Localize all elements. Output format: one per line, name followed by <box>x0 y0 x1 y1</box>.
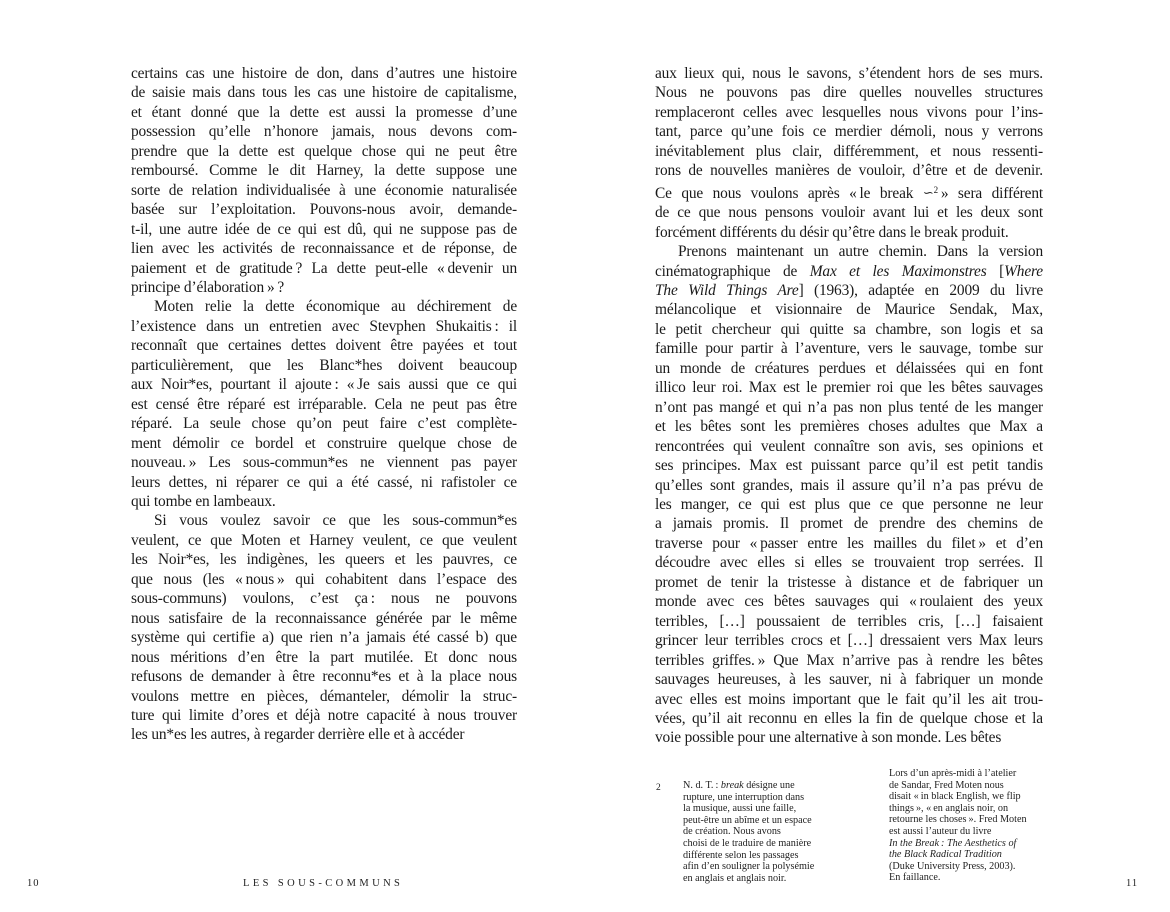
footnote-line: Lors d’un après-midi à l’atelier <box>889 768 1017 779</box>
footnote-line <box>889 849 1059 861</box>
footnote-line: peut-être un abîme et un espace <box>683 814 812 826</box>
text-line: particulièrement, que les Blanc*hes doivent beaucoup <box>131 356 517 374</box>
footnote-line: de Sandar, Fred Moten nous <box>889 779 1004 791</box>
text-line <box>655 262 1043 281</box>
text-line: sorte de relation individualisée à une économie naturalisée <box>131 181 517 199</box>
text-line: n’ont pas mangé et qui n’a pas non plus tenté de les manger <box>655 398 1043 416</box>
text-run: » sera différent <box>937 184 1043 202</box>
text-line: Si vous voulez savoir ce que les sous-commun*es <box>154 512 517 530</box>
text-line: rencontrées qui veulent connaître son avis, ses opinions et <box>655 437 1043 455</box>
text-line: terribles, […] poussaient de terribles cris, […] faisaient <box>655 612 1043 630</box>
text-line: Nous ne pouvons pas dire quelles nouvelles structures <box>655 84 1043 102</box>
text-line: leurs dettes, ni réparer ce qui a été cassé, ni rafistoler ce <box>131 473 517 491</box>
text-line: découdre avec elles si elles se trouvaient trop serrées. Il <box>655 554 1043 572</box>
text-line: le petit chercheur qui quitte sa chambre, son logis et sa <box>655 320 1043 338</box>
text-line: avec elles est moins important que le fait qu’il les ait trou- <box>655 690 1043 708</box>
text-line: famille pour partir à l’aventure, vers le sauvage, tombe sur <box>655 340 1043 358</box>
text-line: et les bêtes sont les premières choses adultes que Max a <box>655 418 1043 436</box>
footnote-line: choisi de le traduire de manière <box>683 837 812 849</box>
text-line: nouveau. » Les sous-commun*es ne viennent pas payer <box>131 454 517 472</box>
right-page <box>585 0 1170 912</box>
text-run: désigne une <box>743 780 795 791</box>
footnote-line: retourne les choses ». Fred Moten <box>889 814 1027 826</box>
text-line: remboursé. Comme le dit Harney, la dette suppose une <box>131 162 517 180</box>
footnote-line: disait « in black English, we flip <box>889 791 1021 803</box>
text-line: est censé être réparé est irréparable. Cela ne peut pas être <box>131 395 517 413</box>
break-symbol-icon: ∽ <box>922 184 934 200</box>
text-line: de ce que nous pensons vouloir avant lui et les deux sont <box>655 204 1043 222</box>
text-line <box>655 281 1043 300</box>
text-line: t-il, une autre idée de ce qui est dû, qui ne suppose pas de <box>131 220 517 238</box>
text-run: ] (1963), adaptée en 2009 du livre <box>798 281 1043 299</box>
text-line: qui tombe en lambeaux. <box>131 492 276 510</box>
text-line: les Noir*es, les indigènes, les queers et les pauvres, ce <box>131 551 517 569</box>
italic-text: break <box>720 780 744 791</box>
right-page-body-text <box>655 64 1043 748</box>
text-line: monde avec ces bêtes sauvages qui « roulaient des yeux <box>655 593 1043 611</box>
text-line: Prenons maintenant un autre chemin. Dans la version <box>678 243 1043 261</box>
text-line: voulons mettre en pièces, démanteler, démolir la struc- <box>131 687 517 705</box>
text-line: réparé. La seule chose qu’on peut faire c’est complète- <box>131 415 517 433</box>
text-run: [ <box>986 262 1005 280</box>
text-line <box>655 181 1043 203</box>
text-line: a jamais promis. Il promet de prendre des chemins de <box>655 515 1043 533</box>
footnote-line <box>683 780 853 792</box>
text-line: nous satisfaire de la reconnaissance générée par le même <box>131 609 517 627</box>
text-line: ses principes. Max est puissant parce qu’il est petit tandis <box>655 457 1043 475</box>
text-line: basée sur l’exploitation. Pouvons-nous avoir, demande- <box>131 201 517 219</box>
italic-text: The Wild Things Are <box>655 281 799 299</box>
text-line: vées, qu’il ait reconnu en elles la fin de quelque chose et la <box>655 709 1043 727</box>
page-number-left: 10 <box>27 878 40 889</box>
text-line: les un*es les autres, à regarder derrière elle et à accéder <box>131 726 465 744</box>
footnote-column-2 <box>889 768 1059 884</box>
text-line: tant, parce qu’une fois ce merdier démoli, nous y verrons <box>655 123 1043 141</box>
footnote-line: things », « en anglais noir, on <box>889 802 1009 814</box>
footnote-reference: 2 <box>933 184 938 195</box>
text-line: promet de tenir la tristesse à distance et de fabriquer un <box>655 573 1043 591</box>
text-line: reconnaît que certaines dettes doivent être payées et tout <box>131 337 517 355</box>
text-line: prendre que la dette est quelque chose qui ne peut être <box>131 142 517 160</box>
text-line: sous-communs) voulons, c’est ça : nous ne pouvons <box>131 590 517 608</box>
italic-text: the Black Radical Tradition <box>889 849 1002 861</box>
text-line: refusons de demander à être reconnu*es et à la place nous <box>131 668 517 686</box>
text-line: mélancolique et visionnaire de Maurice Sendak, Max, <box>655 301 1043 319</box>
text-line: Moten relie la dette économique au déchirement de <box>154 298 517 316</box>
text-line: certains cas une histoire de don, dans d’autres une histoire <box>131 65 517 82</box>
text-line: remplaceront celles avec lesquelles nous vivons pour l’ins- <box>655 103 1043 121</box>
text-line: de saisie mais dans tous les cas une histoire de capitalisme, <box>131 84 517 102</box>
footnote-line: En faillance. <box>889 872 941 884</box>
text-line: aux lieux qui, nous le savons, s’étendent hors de ses murs. <box>655 65 1043 82</box>
text-line: aux Noir*es, pourtant il ajoute : « Je sais aussi que ce qui <box>131 376 517 394</box>
footnote-line <box>889 838 1059 850</box>
text-line: nous méritions d’en être la part mutilée. Et donc nous <box>131 648 517 666</box>
footnote-column-1 <box>683 780 853 884</box>
text-line: rons de nouvelles manières de vouloir, d’être et de devenir. <box>655 162 1043 180</box>
footnote-line: afin d’en souligner la polysémie <box>683 861 815 873</box>
text-line: voie possible pour une alternative à son monde. Les bêtes <box>655 729 1002 747</box>
footnote-line: rupture, une interruption dans <box>683 791 805 803</box>
text-line: les manger, ce qui est plus que ce que personne ne leur <box>655 495 1043 513</box>
text-line: ture qui limite d’ores et déjà notre capacité à nous trouver <box>131 706 517 724</box>
text-line: sauvages heureuses, à les sauver, ni à fabriquer un monde <box>655 671 1043 689</box>
italic-text: Where <box>1004 262 1043 280</box>
text-line: système qui certifie a) que rien n’a jamais été cassé b) que <box>131 629 517 647</box>
text-line: principe d’élaboration » ? <box>131 278 285 296</box>
footnote-line: différente selon les passages <box>683 849 799 861</box>
text-line: et étant donné que la dette est aussi la promesse d’une <box>131 103 517 121</box>
text-line: traverse pour « passer entre les mailles du filet » et d’en <box>655 534 1043 552</box>
text-line: lien avec les activités de reconnaissance et de réponse, de <box>131 240 517 258</box>
text-line: l’existence dans un entretien avec Stevphen Shukaitis : il <box>131 317 517 335</box>
text-line: qu’elles sont grandes, mais il assure qu’il n’a pas prévu de <box>655 476 1043 494</box>
footnote-line: de création. Nous avons <box>683 826 781 838</box>
italic-text: In the Break : The Aesthetics of <box>889 837 1017 849</box>
text-run: Ce que nous voulons après « le break <box>655 184 923 202</box>
footnote-line: en anglais et anglais noir. <box>683 872 787 884</box>
footnote-number: 2 <box>656 783 661 793</box>
text-line: possession qu’elle n’honore jamais, nous devons com- <box>131 123 517 141</box>
left-page-body-text <box>131 64 517 745</box>
italic-text: Max et les Maximonstres <box>809 262 987 280</box>
text-line: paiement et de gratitude ? La dette peut-elle « devenir un <box>131 259 517 277</box>
footnote-line: (Duke University Press, 2003). <box>889 860 1016 872</box>
text-line: illico leur roi. Max est le premier roi que les bêtes sauvages <box>655 379 1043 397</box>
running-head: LES SOUS-COMMUNS <box>243 878 404 889</box>
text-line: terribles griffes. » Que Max n’arrive pas à rendre les bêtes <box>655 651 1043 669</box>
text-line: forcément différents du désir qu’être dans le break produit. <box>655 223 1009 241</box>
text-run: cinématographique de <box>655 262 810 280</box>
page-number-right: 11 <box>1126 878 1139 889</box>
text-line: un monde de créatures perdues et délaissées qui en font <box>655 359 1043 377</box>
footnote-line: la musique, aussi une faille, <box>683 803 797 815</box>
text-line: ment démolir ce bordel et construire quelque chose de <box>131 434 517 452</box>
text-line: inévitablement plus clair, différemment, et nous ressenti- <box>655 142 1043 160</box>
text-line: grincer leur terribles crocs et […] dressaient vers Max leurs <box>655 632 1043 650</box>
text-line: que nous (les « nous » qui cohabitent dans l’espace des <box>131 570 517 588</box>
footnote-line: est aussi l’auteur du livre <box>889 825 992 837</box>
text-run: N. d. T. : <box>683 780 721 791</box>
text-line: veulent, ce que Moten et Harney veulent, ce que veulent <box>131 531 517 549</box>
